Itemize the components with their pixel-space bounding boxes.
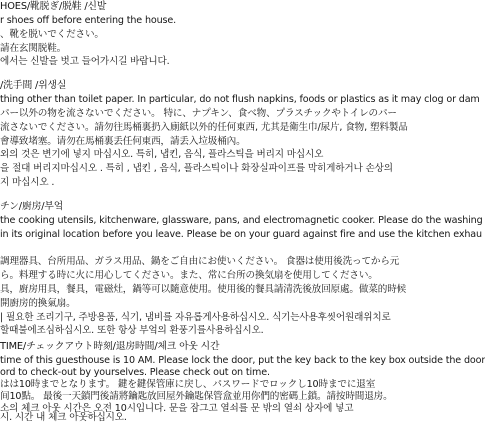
rule-line: 시. 시간 내 체크 아웃하십시오. <box>0 412 127 423</box>
rule-line: 에서는 신발을 벗고 들어가시길 바랍니다. <box>0 56 170 67</box>
rule-line: 會導致堵塞。请勿在馬桶裏丢任何東西，請丢入垃圾桶內。 <box>0 136 246 147</box>
rule-line: thing other than toilet paper. In particular, do not flush napkins, foods or plastics as it may clog or dam <box>0 94 480 105</box>
rule-line: はは10時までとなります。 鍵を鍵保管庫に戻し、パスワードでロックし10時までに退室 <box>0 379 376 390</box>
rule-line: 외의 것은 변기에 넣지 마십시오. 특히, 냅킨, 음식, 플라스틱을 버리지 마십시오 <box>0 149 324 160</box>
rule-line: 、靴を脱いでください。 <box>0 29 104 40</box>
rule-line: | 필요한 조리기구, 주방용품, 식기, 냄비를 자유롭게사용하십시오. 식기는사용후씻어원래위치로 <box>0 312 391 323</box>
rule-line: 할때불에조심하십시오. 또한 항상 부엌의 환풍기를사용하십시오. <box>0 325 264 336</box>
section-heading-toilet: /洗手間 /위생실 <box>0 80 67 91</box>
rule-line: r shoes off before entering the house. <box>0 15 177 26</box>
rule-line: 을 절대 버리지마십시오 . 특히 , 냅킨 , 음식, 플라스틱이나 화장실파이프를 막히게하거나 손상의 <box>0 163 393 174</box>
rule-line: 지 마십시오 . <box>0 177 55 188</box>
section-heading-checkout: TIME/チェックアウト時刻/退房時間/체크 아웃 시간 <box>0 341 220 352</box>
rule-line: 具，廚房用具，餐具，電磁灶，鍋等可以隨意使用。使用後的餐具請清洗後放回原處。做菜的時候 <box>0 284 407 295</box>
rule-line: the cooking utensils, kitchenware, glassware, pans, and electromagnetic cooker. Please do the washing <box>0 215 483 226</box>
section-heading-shoes: HOES/靴脱ぎ/脱鞋 /신발 <box>0 1 107 12</box>
rule-line: time of this guesthouse is 10 AM. Please lock the door, put the key back to the key box outside the door <box>0 355 485 366</box>
rule-line: ら。料理する時に火に用心してください。また、常に台所の換気扇を使用してください。 <box>0 270 378 281</box>
rule-line: 調理器具、台所用品、ガラス用品、鍋をご自由にお使いください。 食器は使用後洗ってから元 <box>0 256 400 267</box>
rule-line: 소의 체크 아웃 시간은 오전 10시입니다. 문을 잠그고 열쇠를 문 밖의 열쇠 상자에 넣고 <box>0 403 354 414</box>
rule-line: ord to check-out by yourselves. Please check out on time. <box>0 367 270 378</box>
rule-line: 流さないでください。請勿往馬桶裏扔入廁紙以外的任何東西, 尤其是衛生巾/尿片, 食物, 塑料製品 <box>0 122 408 133</box>
rule-line: 開廚房的換氣扇。 <box>0 298 76 309</box>
rule-line: 间10點。 最後一天鎖門後請將鑰匙放回屋外鑰匙保管盒並用你們的密碼上鎖。請按時間退房。 <box>0 391 393 402</box>
rule-line: 請在玄関脱鞋。 <box>0 43 67 54</box>
rule-line: in its original location before you leave. Please be on your guard against fire and use the kitchen exhau <box>0 229 482 240</box>
section-heading-kitchen: チン/廚房/부엌 <box>0 201 64 212</box>
rule-line: パー以外の物を流さないでください。 特に、ナプキン、食べ物、プラスチックやトイレのパー <box>0 108 397 119</box>
